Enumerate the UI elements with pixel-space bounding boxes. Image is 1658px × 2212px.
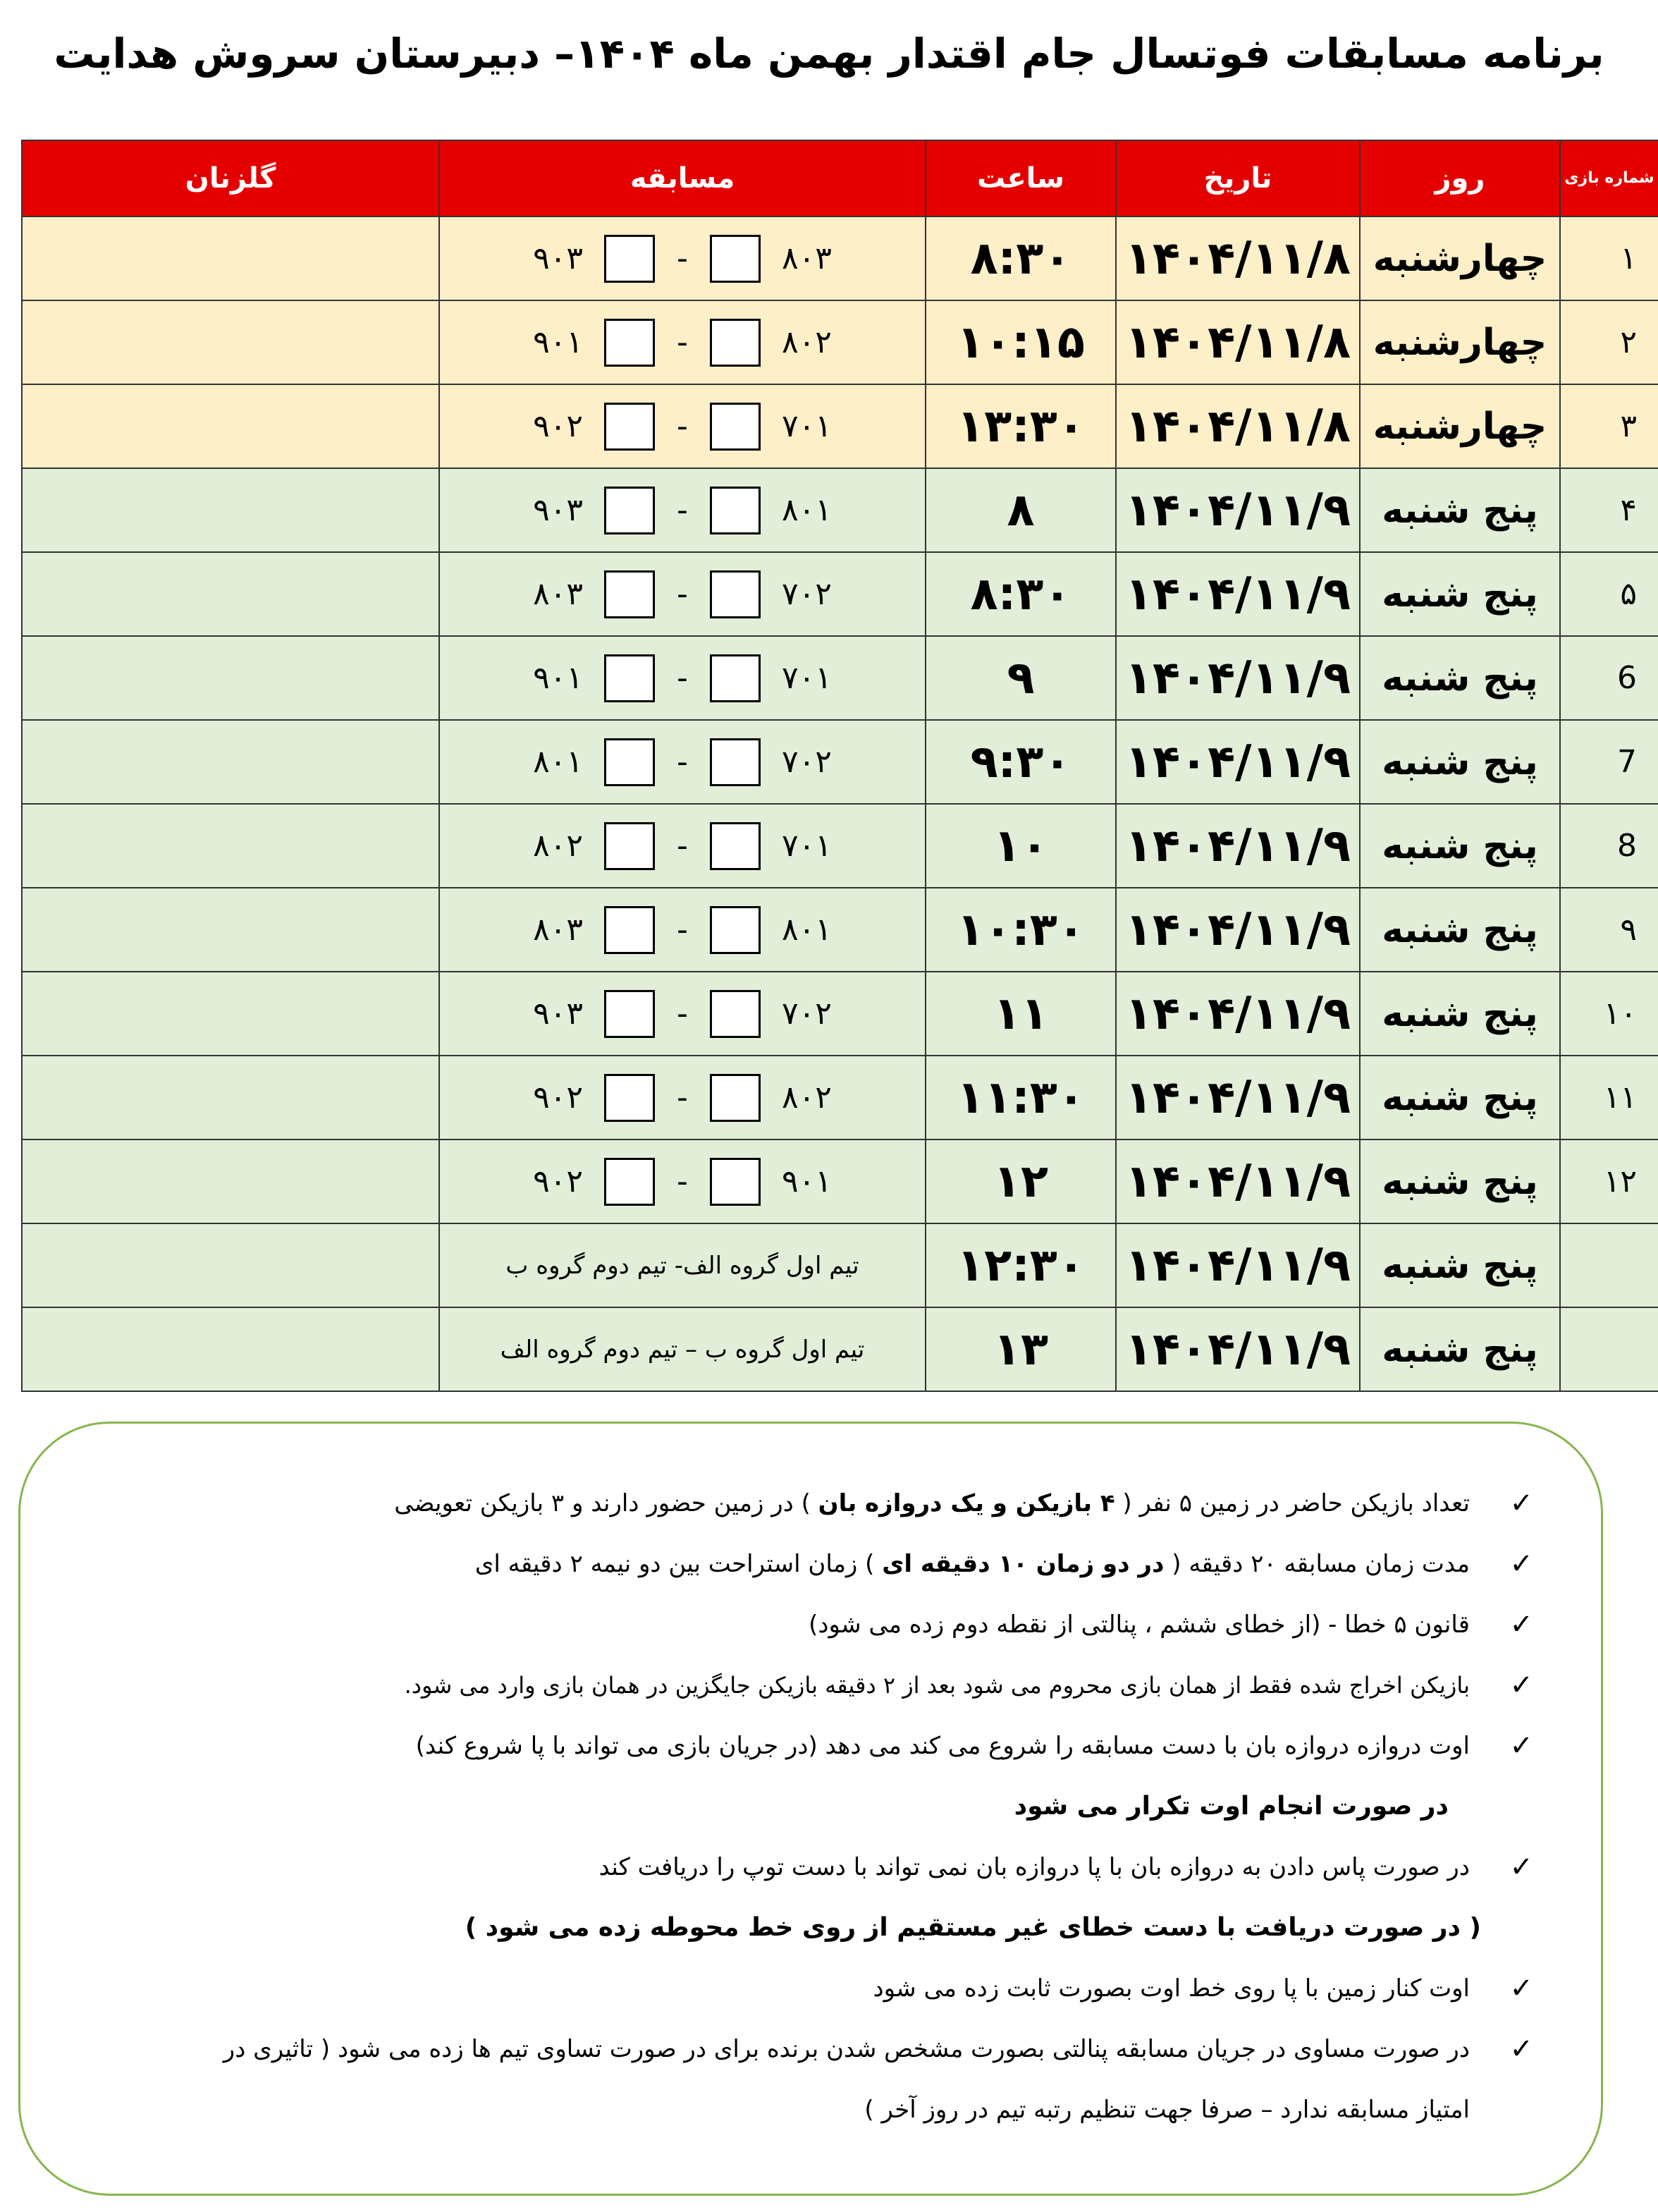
team-b-label: ۹۰۲ [533,1080,583,1116]
rule-players-c: ) در زمین حضور دارند و ۳ بازیکن تعویضی [394,1489,818,1517]
time-cell: ۹:۳۰ [926,720,1116,804]
table-row [22,1223,1658,1307]
time-cell: ۸ [926,468,1116,552]
game-number-cell [1560,1223,1658,1307]
date-cell: ۱۴۰۴/۱۱/۹ [1116,636,1360,720]
day-cell: پنج شنبه [1360,1223,1560,1307]
team-b-score-box [604,990,655,1038]
match-pairing [440,319,925,367]
match-pairing [440,235,925,283]
team-a-label: ۸۰۱ [782,912,832,948]
match-pairing [440,738,925,786]
match-cell [439,972,926,1056]
team-a-score-box [710,1074,761,1122]
game-number-cell: 7 [1560,720,1658,804]
table-row [22,384,1658,468]
rule-penalties-line2: امتیاز مسابقه ندارد – صرفا جهت تنظیم رتبه تیم در روز آخر ) [864,2096,1470,2124]
scorers-cell [22,888,439,972]
match-pairing [440,1158,925,1206]
score-separator: - [677,492,688,528]
score-separator: - [677,1163,688,1199]
scorers-cell [22,804,439,888]
match-pairing [440,403,925,451]
table-row [22,216,1658,300]
match-cell [439,216,926,300]
rule-penalties [67,2019,1533,2140]
header-scorers: گلزنان [22,140,439,216]
score-separator: - [677,576,688,612]
time-cell: ۱۰:۳۰ [926,888,1116,972]
rule-penalties-line1: در صورت مساوی در جریان مسابقه پنالتی بصورت مشخص شدن برنده برای در صورت تساوی تیم ها زده می شود ( تاثیری در [223,2035,1470,2063]
table-row [22,468,1658,552]
scorers-cell [22,1307,439,1391]
team-a-label: ۹۰۱ [782,1163,832,1199]
scorers-cell [22,720,439,804]
match-cell [439,888,926,972]
table-header-row [22,140,1658,216]
team-b-score-box [604,1074,655,1122]
day-cell: پنج شنبه [1360,636,1560,720]
rule-duration-b: در دو زمان ۱۰ دقیقه ای [882,1550,1165,1578]
team-a-score-box [710,570,761,618]
time-cell: ۱۳:۳۰ [926,384,1116,468]
table-row [22,972,1658,1056]
time-cell: ۱۰:۱۵ [926,300,1116,384]
time-cell: ۸:۳۰ [926,552,1116,636]
rule-kick-in: ✓ اوت کنار زمین با پا روی خط اوت بصورت ثابت زده می شود [67,1958,1533,2019]
date-cell: ۱۴۰۴/۱۱/۹ [1116,720,1360,804]
score-separator: - [677,744,688,780]
rules-panel [18,1422,1603,2196]
time-cell: ۱۰ [926,804,1116,888]
game-number-cell [1560,1307,1658,1391]
team-a-label: ۷۰۱ [782,408,832,444]
match-note-cell: تیم اول گروه ب – تیم دوم گروه الف [439,1307,926,1391]
day-cell: پنج شنبه [1360,468,1560,552]
team-b-label: ۹۰۳ [533,240,583,276]
team-b-score-box [604,654,655,702]
game-number-cell: ۴ [1560,468,1658,552]
scorers-cell [22,1056,439,1139]
rule-duration [67,1534,1533,1594]
rule-duration-c: ) زمان استراحت بین دو نیمه ۲ دقیقه ای [474,1550,883,1578]
header-time: ساعت [926,140,1116,216]
rules-list [67,1473,1533,2140]
date-cell: ۱۴۰۴/۱۱/۹ [1116,888,1360,972]
day-cell: پنج شنبه [1360,1139,1560,1223]
match-pairing [440,822,925,870]
match-cell [439,804,926,888]
scorers-cell [22,216,439,300]
scorers-cell [22,300,439,384]
table-row [22,300,1658,384]
date-cell: ۱۴۰۴/۱۱/۹ [1116,804,1360,888]
team-b-label: ۹۰۳ [533,492,583,528]
date-cell: ۱۴۰۴/۱۱/۹ [1116,1139,1360,1223]
match-cell [439,384,926,468]
rule-players-b: ۴ بازیکن و یک دروازه بان [818,1489,1115,1517]
match-cell [439,1056,926,1139]
team-b-label: ۹۰۱ [533,324,583,360]
team-b-label: ۸۰۳ [533,576,583,612]
game-number-cell: ۳ [1560,384,1658,468]
table-row [22,888,1658,972]
scorers-cell [22,552,439,636]
team-b-score-box [604,487,655,534]
match-note-cell: تیم اول گروه الف- تیم دوم گروه ب [439,1223,926,1307]
table-row [22,804,1658,888]
rule-goal-kick-note: در صورت انجام اوت تکرار می شود [1014,1792,1449,1821]
rule-goal-kick: ✓ اوت دروازه دروازه بان با دست مسابقه را شروع می کند می دهد (در جریان بازی می تواند با پا شروع کند) [67,1716,1533,1776]
game-number-cell: ۵ [1560,552,1658,636]
day-cell: پنج شنبه [1360,888,1560,972]
team-b-label: ۸۰۳ [533,912,583,948]
team-a-score-box [710,906,761,954]
date-cell: ۱۴۰۴/۱۱/۸ [1116,300,1360,384]
day-cell: پنج شنبه [1360,804,1560,888]
match-cell [439,300,926,384]
table-row [22,552,1658,636]
time-cell: ۱۳ [926,1307,1116,1391]
rule-players [67,1473,1533,1534]
schedule-body [22,216,1658,1391]
team-b-score-box [604,1158,655,1206]
day-cell: پنج شنبه [1360,1056,1560,1139]
schedule-table [21,140,1658,1392]
team-b-label: ۸۰۲ [533,828,583,864]
team-a-score-box [710,403,761,451]
date-cell: ۱۴۰۴/۱۱/۹ [1116,1223,1360,1307]
match-pairing [440,487,925,534]
team-a-label: ۷۰۲ [782,576,832,612]
team-a-score-box [710,990,761,1038]
table-row [22,720,1658,804]
team-b-score-box [604,738,655,786]
day-cell: پنج شنبه [1360,972,1560,1056]
rule-ejection: ✓ بازیکن اخراج شده فقط از همان بازی محروم می شود بعد از ۲ دقیقه بازیکن جایگزین در همان بازی وارد می شود. [67,1655,1533,1716]
header-match: مسابقه [439,140,926,216]
game-number-cell: ۱ [1560,216,1658,300]
date-cell: ۱۴۰۴/۱۱/۸ [1116,384,1360,468]
game-number-cell: ۱۰ [1560,972,1658,1056]
team-b-score-box [604,906,655,954]
team-b-score-box [604,319,655,367]
game-number-cell: 8 [1560,804,1658,888]
rule-back-pass-note: ( در صورت دریافت با دست خطای غیر مستقیم از روی خط محوطه زده می شود ) [465,1913,1481,1942]
day-cell: چهارشنبه [1360,300,1560,384]
score-separator: - [677,996,688,1032]
score-separator: - [677,660,688,696]
team-a-score-box [710,487,761,534]
team-a-score-box [710,822,761,870]
match-cell [439,636,926,720]
game-number-cell: 6 [1560,636,1658,720]
team-a-score-box [710,654,761,702]
match-pairing [440,654,925,702]
scorers-cell [22,972,439,1056]
score-separator: - [677,828,688,864]
rule-fouls: ✓ قانون ۵ خطا - (از خطای ششم ، پنالتی از نقطه دوم زده می شود) [67,1594,1533,1655]
day-cell: پنج شنبه [1360,552,1560,636]
time-cell: ۱۱:۳۰ [926,1056,1116,1139]
team-a-label: ۷۰۲ [782,996,832,1032]
rule-players-a: تعداد بازیکن حاضر در زمین ۵ نفر ( [1114,1489,1470,1517]
date-cell: ۱۴۰۴/۱۱/۹ [1116,468,1360,552]
rule-duration-a: مدت زمان مسابقه ۲۰ دقیقه ( [1164,1550,1470,1578]
game-number-cell: ۱۲ [1560,1139,1658,1223]
game-number-cell: ۲ [1560,300,1658,384]
score-separator: - [677,240,688,276]
score-separator: - [677,912,688,948]
match-cell [439,1139,926,1223]
team-b-score-box [604,235,655,283]
time-cell: ۱۱ [926,972,1116,1056]
team-a-label: ۷۰۲ [782,744,832,780]
team-b-label: ۹۰۲ [533,1163,583,1199]
day-cell: پنج شنبه [1360,1307,1560,1391]
day-cell: چهارشنبه [1360,216,1560,300]
scorers-cell [22,636,439,720]
score-separator: - [677,408,688,444]
match-pairing [440,990,925,1038]
match-pairing [440,1074,925,1122]
team-b-score-box [604,403,655,451]
page-title: برنامه مسابقات فوتسال جام اقتدار بهمن ماه ۱۴۰۴– دبیرستان سروش هدایت [54,30,1604,78]
team-b-label: ۹۰۱ [533,660,583,696]
game-number-cell: ۹ [1560,888,1658,972]
time-cell: ۸:۳۰ [926,216,1116,300]
team-b-score-box [604,570,655,618]
date-cell: ۱۴۰۴/۱۱/۹ [1116,1056,1360,1139]
table-row [22,1307,1658,1391]
scorers-cell [22,468,439,552]
table-row [22,636,1658,720]
game-number-cell: ۱۱ [1560,1056,1658,1139]
team-a-score-box [710,235,761,283]
match-cell [439,468,926,552]
header-date: تاریخ [1116,140,1360,216]
day-cell: پنج شنبه [1360,720,1560,804]
team-b-label: ۹۰۳ [533,996,583,1032]
match-pairing [440,570,925,618]
time-cell: ۹ [926,636,1116,720]
time-cell: ۱۲:۳۰ [926,1223,1116,1307]
scorers-cell [22,1139,439,1223]
header-game-number: شماره بازی [1560,140,1658,216]
scorers-cell [22,1223,439,1307]
team-a-label: ۸۰۲ [782,1080,832,1116]
date-cell: ۱۴۰۴/۱۱/۸ [1116,216,1360,300]
team-a-label: ۷۰۱ [782,660,832,696]
date-cell: ۱۴۰۴/۱۱/۹ [1116,552,1360,636]
header-day: روز [1360,140,1560,216]
match-pairing [440,906,925,954]
date-cell: ۱۴۰۴/۱۱/۹ [1116,1307,1360,1391]
day-cell: چهارشنبه [1360,384,1560,468]
team-a-label: ۸۰۲ [782,324,832,360]
score-separator: - [677,324,688,360]
scorers-cell [22,384,439,468]
team-a-label: ۸۰۱ [782,492,832,528]
match-cell [439,552,926,636]
table-row [22,1056,1658,1139]
match-cell [439,720,926,804]
team-a-label: ۸۰۳ [782,240,832,276]
team-a-score-box [710,319,761,367]
team-b-score-box [604,822,655,870]
date-cell: ۱۴۰۴/۱۱/۹ [1116,972,1360,1056]
team-a-score-box [710,1158,761,1206]
team-a-score-box [710,738,761,786]
team-b-label: ۸۰۱ [533,744,583,780]
team-a-label: ۷۰۱ [782,828,832,864]
team-b-label: ۹۰۲ [533,408,583,444]
rule-back-pass: ✓ در صورت پاس دادن به دروازه بان با پا دروازه بان نمی تواند با دست توپ را دریافت کند [67,1837,1533,1898]
table-row [22,1139,1658,1223]
score-separator: - [677,1080,688,1116]
time-cell: ۱۲ [926,1139,1116,1223]
